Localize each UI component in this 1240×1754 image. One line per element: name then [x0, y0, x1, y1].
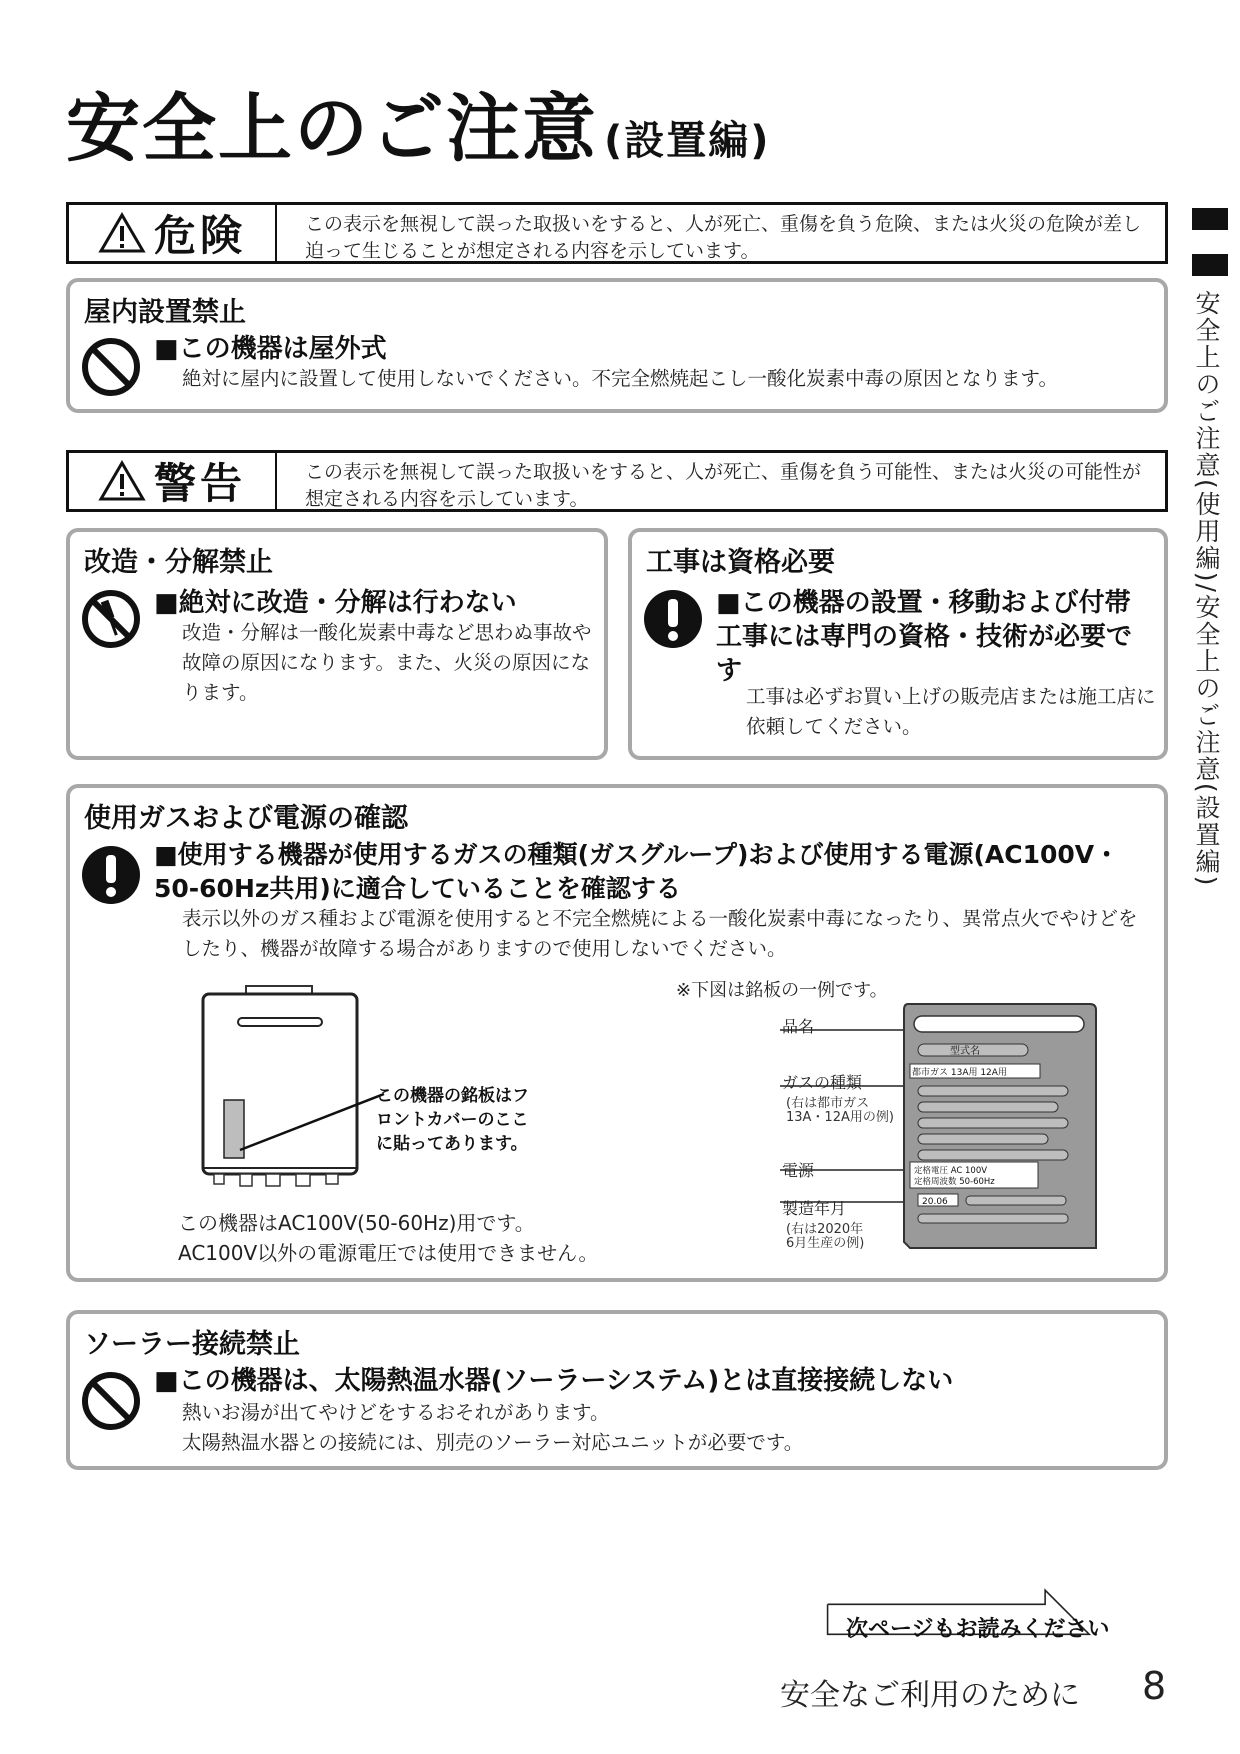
solar-heading: ■この機器は、太陽熱温水器(ソーラーシステム)とは直接接続しない — [154, 1366, 954, 1396]
nameplate-example-note: ※下図は銘板の一例です。 — [676, 980, 888, 1001]
modify-heading: ■絶対に改造・分解は行わない — [154, 588, 517, 618]
qualified-heading: ■この機器の設置・移動および付帯工事には専門の資格・技術が必要です — [716, 588, 1133, 686]
nameplate-diagram — [770, 1002, 1100, 1262]
warning-label: 警告 — [69, 453, 277, 509]
section-gas-power-check — [66, 784, 1168, 1282]
label-gas-note-1: (右は都市ガス — [786, 1096, 870, 1111]
footer-section-title: 安全なご利用のために — [780, 1678, 1080, 1713]
label-date-note-1: (右は2020年 — [786, 1222, 864, 1237]
label-power: 電源 — [782, 1161, 815, 1180]
voltage-note-2: AC100V以外の電源電圧では使用できません。 — [178, 1241, 599, 1265]
plate-model-text: 型式名 — [950, 1046, 980, 1057]
modify-body: 改造・分解は一酸化炭素中毒など思わぬ事故や故障の原因になります。また、火災の原因になります。 — [182, 621, 592, 704]
warning-triangle-icon — [98, 212, 146, 254]
label-gas-note-2: 13A・12A用の例) — [786, 1110, 894, 1125]
danger-label: 危険 — [69, 205, 277, 261]
warning-description: この表示を無視して誤った取扱いをすると、人が死亡、重傷を負う可能性、または火災の可能性が想定される内容を示しています。 — [305, 461, 1142, 510]
page-title: 安全上のご注意 (設置編) — [66, 86, 771, 172]
section-title: 使用ガスおよび電源の確認 — [84, 803, 408, 834]
plate-gas-text: 都市ガス 13A用 12A用 — [912, 1068, 1007, 1078]
prohibition-icon — [80, 1370, 142, 1432]
mandatory-exclamation-icon — [80, 844, 142, 906]
section-indoor-prohibition — [66, 278, 1168, 413]
section-title: 屋内設置禁止 — [84, 297, 246, 328]
nameplate-location-caption: この機器の銘板はフロントカバーのここに貼ってあります。 — [376, 1086, 529, 1154]
section-solar-prohibition — [66, 1310, 1168, 1470]
section-title: 工事は資格必要 — [646, 547, 835, 578]
gas-heading: ■使用する機器が使用するガスの種類(ガスグループ)および使用する電源(AC100V・50-60Hz共用)に適合していることを確認する — [154, 840, 1120, 903]
section-title: 改造・分解禁止 — [84, 547, 273, 578]
plate-voltage-text: 定格電圧 AC 100V — [914, 1166, 988, 1176]
plate-date-text: 20.06 — [922, 1197, 948, 1207]
page-number: 8 — [1142, 1664, 1167, 1708]
qualified-body: 工事は必ずお買い上げの販売店または施工店に依頼してください。 — [746, 685, 1156, 738]
side-tab-marker-2 — [1192, 254, 1228, 276]
solar-body-2: 太陽熱温水器との接続には、別売のソーラー対応ユニットが必要です。 — [182, 1431, 804, 1454]
warning-header — [66, 450, 1168, 512]
section-qualified-installation — [628, 528, 1168, 760]
danger-header — [66, 202, 1168, 264]
indoor-heading: ■この機器は屋外式 — [154, 334, 387, 364]
solar-body-1: 熱いお湯が出てやけどをするおそれがあります。 — [182, 1401, 610, 1424]
pointer-line — [238, 1088, 388, 1158]
section-no-modification — [66, 528, 608, 760]
side-tab-marker-1 — [1192, 208, 1228, 230]
voltage-note-1: この機器はAC100V(50-60Hz)用です。 — [178, 1211, 535, 1235]
label-model: 品名 — [782, 1017, 815, 1036]
section-title: ソーラー接続禁止 — [84, 1329, 300, 1360]
label-manufacture-date: 製造年月 — [782, 1199, 847, 1218]
prohibition-icon — [80, 336, 142, 398]
gas-body: 表示以外のガス種および電源を使用すると不完全燃焼による一酸化炭素中毒になったり、異常点火でやけどをしたり、機器が故障する場合がありますので使用しないでください。 — [182, 907, 1138, 960]
label-date-note-2: 6月生産の例) — [786, 1236, 865, 1251]
warning-triangle-icon — [98, 460, 146, 502]
next-page-text: 次ページもお読みください — [846, 1617, 1110, 1642]
label-gas-type: ガスの種類 — [782, 1073, 863, 1092]
side-index-text: 安全上のご注意(使用編)/安全上のご注意(設置編) — [1192, 290, 1221, 888]
no-disassembly-icon — [80, 588, 142, 650]
danger-description: この表示を無視して誤った取扱いをすると、人が死亡、重傷を負う危険、または火災の危険が差し迫って生じることが想定される内容を示しています。 — [305, 213, 1142, 262]
plate-frequency-text: 定格周波数 50-60Hz — [914, 1177, 995, 1187]
indoor-body: 絶対に屋内に設置して使用しないでください。不完全燃焼起こし一酸化炭素中毒の原因となります。 — [182, 367, 1058, 390]
mandatory-exclamation-icon — [642, 588, 704, 650]
page-subtitle: (設置編) — [604, 118, 771, 164]
